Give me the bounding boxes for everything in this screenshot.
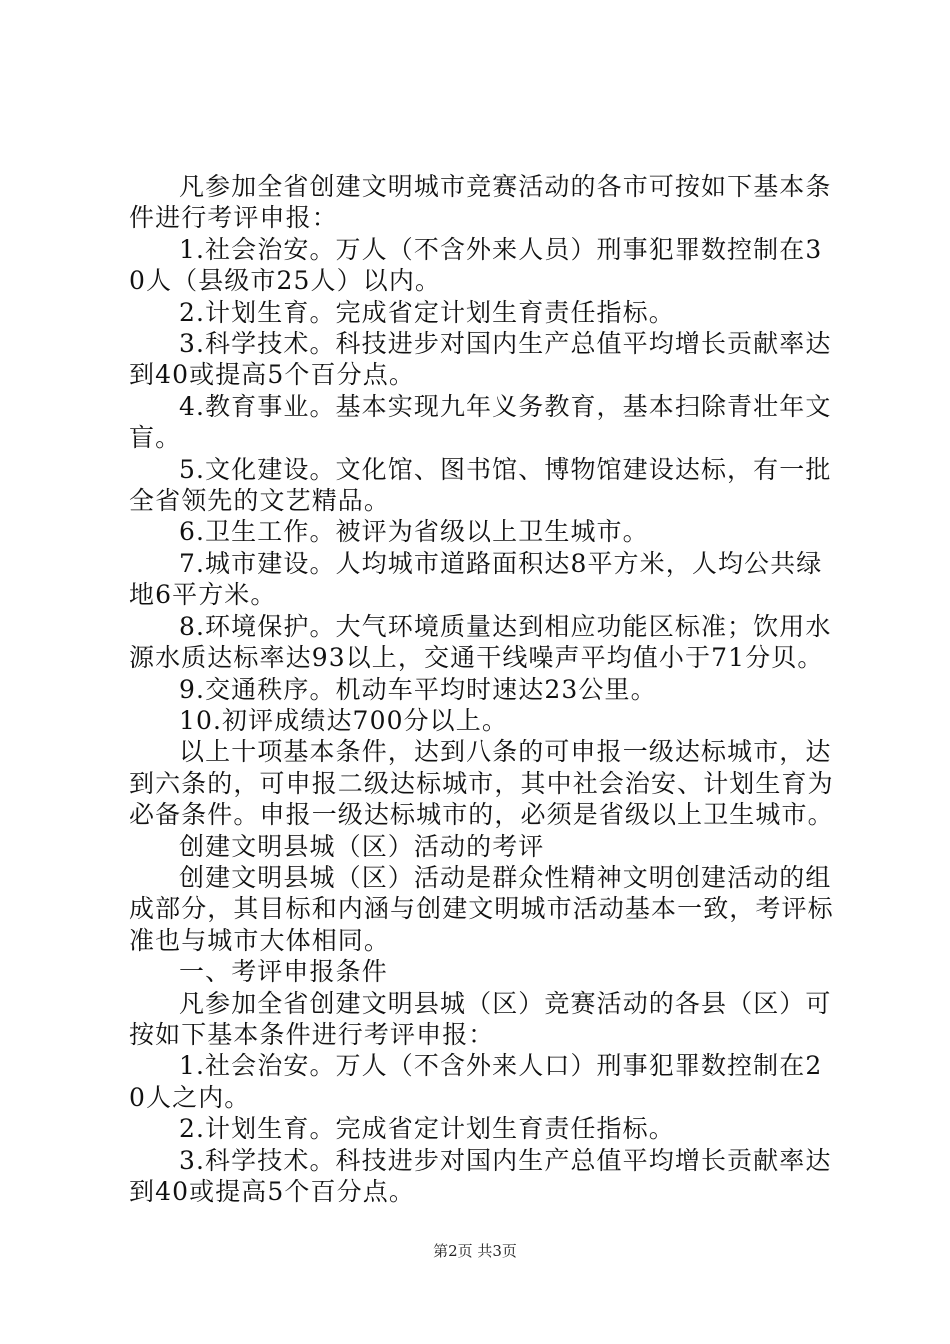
paragraph-section-intro: 创建文明县城（区）活动是群众性精神文明创建活动的组成部分，其目标和内涵与创建文明城市活动基本一致，考评标准也与城市大体相同。: [129, 862, 834, 955]
page-number-label: 第2页 共3页: [433, 1242, 517, 1260]
page-footer: [0, 1240, 950, 1261]
paragraph-item-5: 5.文化建设。文化馆、图书馆、博物馆建设达标，有一批全省领先的文艺精品。: [129, 454, 832, 516]
paragraph-item-4: 4.教育事业。基本实现九年义务教育，基本扫除青壮年文盲。: [129, 391, 832, 453]
paragraph-intro: 凡参加全省创建文明城市竞赛活动的各市可按如下基本条件进行考评申报：: [129, 172, 832, 233]
paragraph-county-item-3: 3.科学技术。科技进步对国内生产总值平均增长贡献率达到40或提高5个百分点。: [129, 1145, 832, 1206]
paragraph-item-3: 3.科学技术。科技进步对国内生产总值平均增长贡献率达到40或提高5个百分点。: [129, 329, 832, 390]
paragraph-county-item-2: 2.计划生育。完成省定计划生育责任指标。: [179, 1114, 675, 1144]
paragraph-item-1: 1.社会治安。万人（不含外来人员）刑事犯罪数控制在30人（县级市25人）以内。: [129, 234, 823, 296]
section-heading: 创建文明县城（区）活动的考评: [179, 831, 545, 861]
paragraph-item-9: 9.交通秩序。机动车平均时速达23公里。: [179, 674, 657, 704]
subsection-heading: 一、考评申报条件: [179, 957, 388, 987]
paragraph-item-7: 7.城市建设。人均城市道路面积达8平方米，人均公共绿地6平方米。: [129, 548, 823, 610]
paragraph-county-intro: 凡参加全省创建文明县城（区）竞赛活动的各县（区）可按如下基本条件进行考评申报：: [129, 988, 832, 1049]
paragraph-county-item-1: 1.社会治安。万人（不含外来人口）刑事犯罪数控制在20人之内。: [129, 1051, 823, 1112]
paragraph-item-6: 6.卫生工作。被评为省级以上卫生城市。: [179, 517, 649, 547]
paragraph-summary: 以上十项基本条件，达到八条的可申报一级达标城市，达到六条的，可申报二级达标城市，其中社会治安、计划生育为必备条件。申报一级达标城市的，必须是省级以上卫生城市。: [129, 737, 834, 830]
paragraph-item-8: 8.环境保护。大气环境质量达到相应功能区标准；饮用水源水质达标率达93以上，交通干线噪声平均值小于71分贝。: [129, 611, 832, 673]
paragraph-item-10: 10.初评成绩达700分以上。: [179, 705, 508, 735]
document-body: [129, 171, 835, 1207]
paragraph-item-2: 2.计划生育。完成省定计划生育责任指标。: [179, 297, 675, 327]
